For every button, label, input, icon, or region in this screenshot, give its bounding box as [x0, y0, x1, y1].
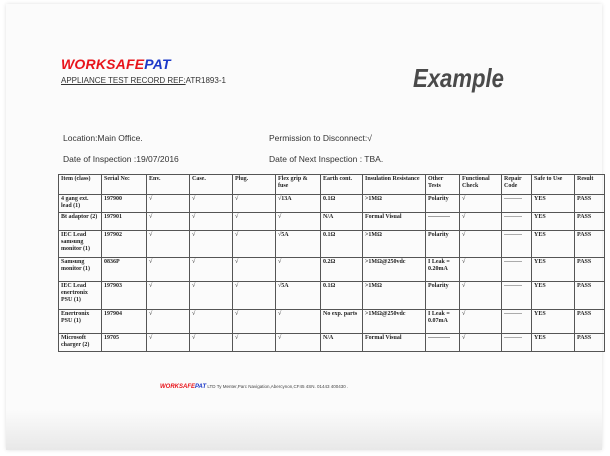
table-cell: PASS — [575, 334, 605, 352]
table-cell: √ — [233, 231, 276, 258]
table-cell: Formal Visual — [363, 334, 426, 352]
table-cell: PASS — [575, 282, 605, 310]
column-header: Functional Check — [460, 175, 502, 195]
example-watermark: Example — [413, 63, 504, 93]
table-cell: 197902 — [102, 231, 147, 258]
table-cell: Polarity — [426, 231, 460, 258]
footer — [160, 384, 348, 390]
table-cell: YES — [532, 334, 575, 352]
column-header: Item (class) — [59, 175, 102, 195]
table-cell: √ — [460, 258, 502, 282]
next-inspection-date: Date of Next Inspection : TBA. — [269, 154, 384, 164]
footer-address: LTD Ty Menter,Parc Navigation,Abercynon,CF45 4SN. 01443 400430 . — [206, 384, 349, 389]
table-cell: 0836P — [102, 258, 147, 282]
table-cell: YES — [532, 282, 575, 310]
table-cell: --------- — [502, 231, 532, 258]
table-cell: √ — [276, 310, 321, 334]
table-cell: N/A — [321, 213, 363, 231]
location-label: Location:Main Office. — [63, 133, 143, 143]
record-reference — [61, 76, 226, 85]
table-cell: >1MΩ@250vdc — [363, 258, 426, 282]
record-reference-label: APPLIANCE TEST RECORD REF: — [61, 76, 186, 85]
column-header: Other Tests — [426, 175, 460, 195]
table-cell: √ — [147, 213, 190, 231]
table-cell: √ — [190, 258, 233, 282]
table-row — [59, 213, 605, 231]
table-cell: PASS — [575, 310, 605, 334]
table-cell: √ — [276, 213, 321, 231]
table-cell: √ — [460, 282, 502, 310]
table-cell: IEC Lead samsung monitor (1) — [59, 231, 102, 258]
table-cell: 0.2Ω — [321, 258, 363, 282]
table-cell: Formal Visual — [363, 213, 426, 231]
table-cell: √ — [233, 258, 276, 282]
table-row — [59, 258, 605, 282]
column-header: Result — [575, 175, 605, 195]
table-cell: √ — [233, 334, 276, 352]
page-shadow — [6, 410, 602, 450]
table-cell: √ — [460, 231, 502, 258]
table-cell: √ — [460, 310, 502, 334]
footer-brand-part2: PAT — [195, 384, 207, 390]
column-header: Plug. — [233, 175, 276, 195]
table-cell: 19705 — [102, 334, 147, 352]
table-cell: Samsung monitor (1) — [59, 258, 102, 282]
table-cell: √ — [190, 334, 233, 352]
table-row — [59, 310, 605, 334]
footer-brand-part1: WORKSAFE — [160, 384, 195, 390]
table-cell: PASS — [575, 195, 605, 213]
column-header: Env. — [147, 175, 190, 195]
table-cell: --------- — [502, 195, 532, 213]
table-cell: √5A — [276, 282, 321, 310]
table-cell: 197904 — [102, 310, 147, 334]
table-cell: ----------- — [426, 334, 460, 352]
table-cell: YES — [532, 310, 575, 334]
table-cell: 197903 — [102, 282, 147, 310]
table-row — [59, 282, 605, 310]
table-cell: 0.1Ω — [321, 195, 363, 213]
table-cell: --------- — [502, 258, 532, 282]
table-cell: No exp. parts — [321, 310, 363, 334]
table-cell: >1MΩ — [363, 231, 426, 258]
table-cell: 0.1Ω — [321, 282, 363, 310]
table-cell: √5A — [276, 231, 321, 258]
table-cell: PASS — [575, 258, 605, 282]
table-cell: 4 gang ext. lead (1) — [59, 195, 102, 213]
inspection-date: Date of Inspection :19/07/2016 — [63, 154, 179, 164]
table-cell: √ — [460, 213, 502, 231]
table-row — [59, 195, 605, 213]
brand-logo-part2: PAT — [144, 56, 171, 72]
table-cell: √ — [276, 334, 321, 352]
table-cell: √ — [190, 231, 233, 258]
table-cell: √ — [147, 310, 190, 334]
table-cell: YES — [532, 258, 575, 282]
table-cell: √ — [190, 195, 233, 213]
table-cell: PASS — [575, 231, 605, 258]
record-reference-value: ATR1893-1 — [185, 76, 226, 85]
table-cell: 197900 — [102, 195, 147, 213]
table-cell: √13A — [276, 195, 321, 213]
table-cell: PASS — [575, 213, 605, 231]
column-header: Earth cont. — [321, 175, 363, 195]
table-cell: Polarity — [426, 282, 460, 310]
table-row — [59, 231, 605, 258]
table-cell: Polarity — [426, 195, 460, 213]
table-cell: 0.1Ω — [321, 231, 363, 258]
table-header-row — [59, 175, 605, 195]
table-cell: YES — [532, 195, 575, 213]
table-cell: N/A — [321, 334, 363, 352]
table-cell: Enertronix PSU (1) — [59, 310, 102, 334]
table-cell: √ — [147, 195, 190, 213]
table-cell: √ — [190, 310, 233, 334]
table-cell: √ — [190, 213, 233, 231]
brand-logo-part1: WORKSAFE — [61, 56, 145, 72]
table-cell: √ — [276, 258, 321, 282]
table-cell: --------- — [502, 334, 532, 352]
test-record-table — [58, 174, 605, 352]
table-row — [59, 334, 605, 352]
table-cell: √ — [233, 310, 276, 334]
column-header: Repair Code — [502, 175, 532, 195]
table-cell: YES — [532, 231, 575, 258]
table-cell: √ — [233, 213, 276, 231]
table-cell: √ — [147, 231, 190, 258]
table-cell: I Leak = 0.20mA — [426, 258, 460, 282]
column-header: Serial No: — [102, 175, 147, 195]
table-cell: √ — [233, 195, 276, 213]
table-cell: √ — [190, 282, 233, 310]
table-cell: >1MΩ — [363, 282, 426, 310]
table-cell: ----------- — [426, 213, 460, 231]
table-cell: √ — [233, 282, 276, 310]
column-header: Safe to Use — [532, 175, 575, 195]
table-body — [59, 195, 605, 352]
table-cell: I Leak = 0.07mA — [426, 310, 460, 334]
table-cell: --------- — [502, 282, 532, 310]
table-cell: √ — [147, 258, 190, 282]
table-cell: √ — [460, 195, 502, 213]
table-cell: √ — [460, 334, 502, 352]
table-cell: >1MΩ — [363, 195, 426, 213]
table-cell: IEC Lead enertronix PSU (1) — [59, 282, 102, 310]
table-cell: --------- — [502, 213, 532, 231]
table-cell: Microsoft charger (2) — [59, 334, 102, 352]
column-header: Case. — [190, 175, 233, 195]
table-cell: Bt adaptor (2) — [59, 213, 102, 231]
table-cell: √ — [147, 334, 190, 352]
table-cell: 197901 — [102, 213, 147, 231]
brand-logo — [61, 56, 171, 72]
table-cell: >1MΩ@250vdc — [363, 310, 426, 334]
column-header: Flex grip & fuse — [276, 175, 321, 195]
table-cell: √ — [147, 282, 190, 310]
permission-label: Permission to Disconnect:√ — [269, 133, 372, 143]
column-header: Insulation Resistance — [363, 175, 426, 195]
table-cell: --------- — [502, 310, 532, 334]
table-cell: YES — [532, 213, 575, 231]
